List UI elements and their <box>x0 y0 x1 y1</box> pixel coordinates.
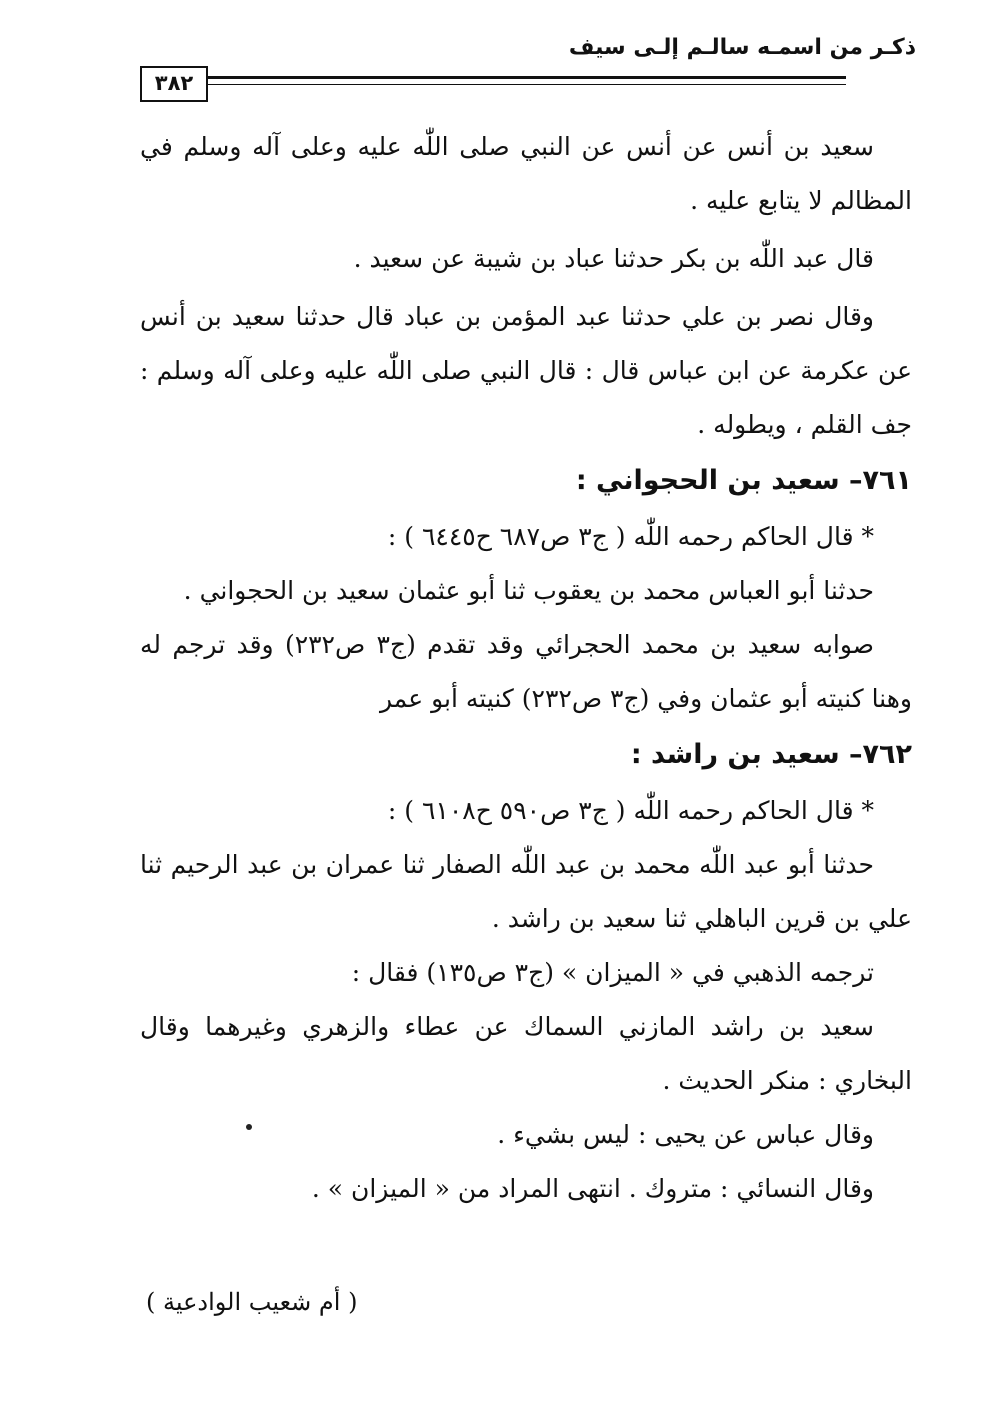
entry-761-text-1: حدثنا أبو العباس محمد بن يعقوب ثنا أبو عثمان سعيد بن الحجواني . <box>183 576 874 605</box>
scan-speck <box>246 1124 252 1130</box>
header-rule-thin <box>140 84 846 85</box>
paragraph-2: قال عبد اللّٰه بن بكر حدثنا عباد بن شيبة عن سعيد . <box>353 244 874 273</box>
entry-761-heading: ٧٦١– سعيد بن الحجواني : <box>575 465 912 496</box>
entry-762-heading: ٧٦٢– سعيد بن راشد : <box>630 739 912 770</box>
entry-761-text-2: صوابه سعيد بن محمد الحجرائي وقد تقدم (ج٣ ص٢٣٢) وقد ترجم له وهنا كنيته أبو عثمان وفي (ج٣ ص٢٣٢) كنيته أبو عمر <box>140 630 912 713</box>
header-rule-thick <box>140 76 846 79</box>
entry-762-text-4: وقال عباس عن يحيى : ليس بشيء . <box>497 1120 874 1149</box>
entry-762-text-3: سعيد بن راشد المازني السماك عن عطاء والزهري وغيرهما وقال البخاري : منكر الحديث . <box>140 1012 912 1095</box>
footer-note: ( أم شعيب الوادعية ) <box>146 1288 358 1316</box>
entry-762-text-5: وقال النسائي : متروك . انتهى المراد من « الميزان » . <box>311 1174 874 1203</box>
entry-762-text-1: حدثنا أبو عبد اللّٰه محمد بن عبد اللّٰه الصفار ثنا عمران بن عبد الرحيم ثنا علي بن قرين الباهلي ثنا سعيد بن راشد . <box>140 850 912 933</box>
entry-762-source: * قال الحاكم رحمه اللّٰه ( ج٣ ص٥٩٠ ح٦١٠٨ ) : <box>387 796 874 825</box>
entry-762-text-2: ترجمه الذهبي في « الميزان » (ج٣ ص١٣٥) فقال : <box>351 958 874 987</box>
page-body <box>140 120 912 1216</box>
page-number: ٣٨٢ <box>140 66 208 102</box>
entry-761-source: * قال الحاكم رحمه اللّٰه ( ج٣ ص٦٨٧ ح٦٤٤٥ ) : <box>387 522 874 551</box>
paragraph-3: وقال نصر بن علي حدثنا عبد المؤمن بن عباد قال حدثنا سعيد بن أنس عن عكرمة عن ابن عباس قال : قال النبي صلى اللّٰه عليه وعلى آله وسلم : جف القلم ، ويطوله . <box>140 302 912 439</box>
page-header <box>140 28 916 98</box>
running-title: ذكـر من اسمـه سالـم إلـى سيف <box>568 35 916 60</box>
paragraph-1: سعيد بن أنس عن أنس عن النبي صلى اللّٰه عليه وعلى آله وسلم في المظالم لا يتابع عليه . <box>140 132 912 215</box>
